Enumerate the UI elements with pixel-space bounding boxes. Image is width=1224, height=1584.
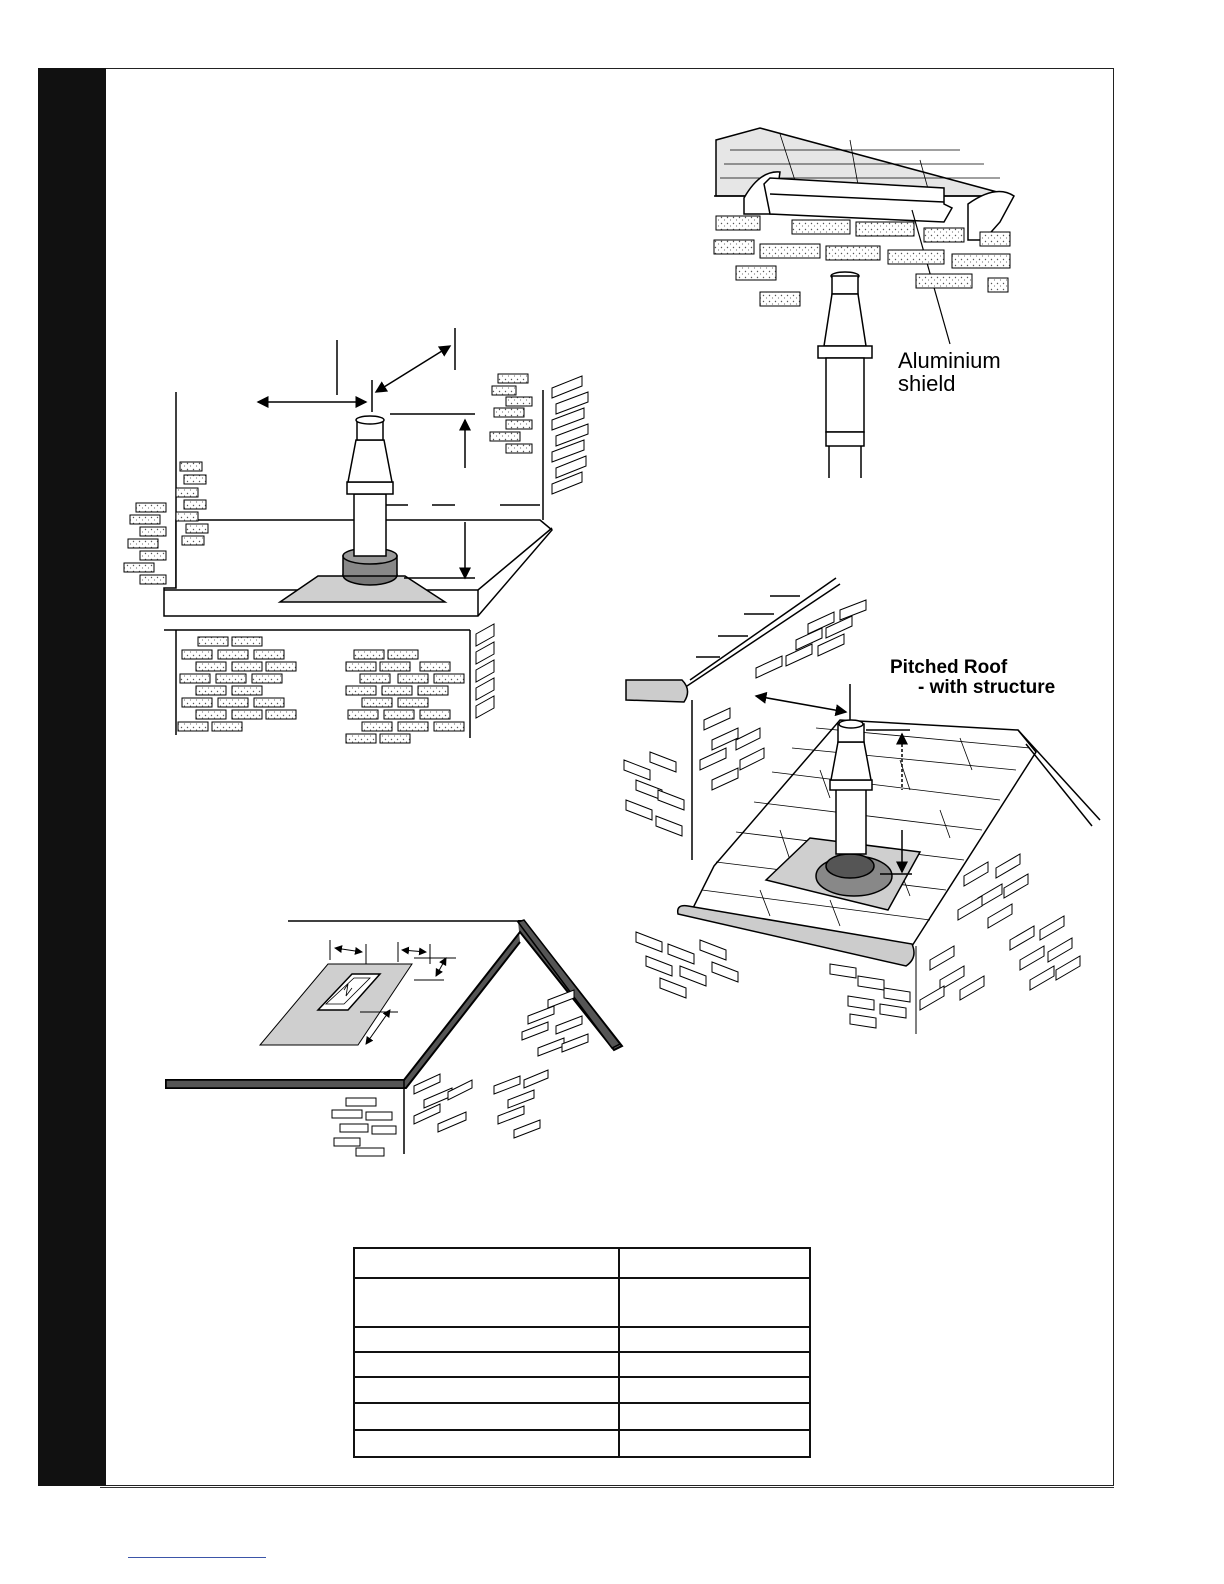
table-row-rule <box>355 1277 809 1279</box>
eave-shield-figure <box>714 128 1014 478</box>
pitched-roof-figure <box>626 578 1100 966</box>
flashing-plate-figure <box>166 920 622 1154</box>
table-row-rule <box>355 1402 809 1404</box>
pitched-roof-title-line2: - with structure <box>918 677 1056 698</box>
table-row-rule <box>355 1326 809 1328</box>
table-row-rule <box>355 1429 809 1431</box>
shield-label-line1: Aluminium <box>898 348 1001 373</box>
table-row-rule <box>355 1376 809 1378</box>
data-table <box>353 1247 811 1458</box>
pitched-roof-title-line1: Pitched Roof <box>890 657 1008 678</box>
table-row-rule <box>355 1351 809 1353</box>
eave-brickwork <box>714 216 1010 306</box>
shield-label-line2: shield <box>898 371 956 396</box>
